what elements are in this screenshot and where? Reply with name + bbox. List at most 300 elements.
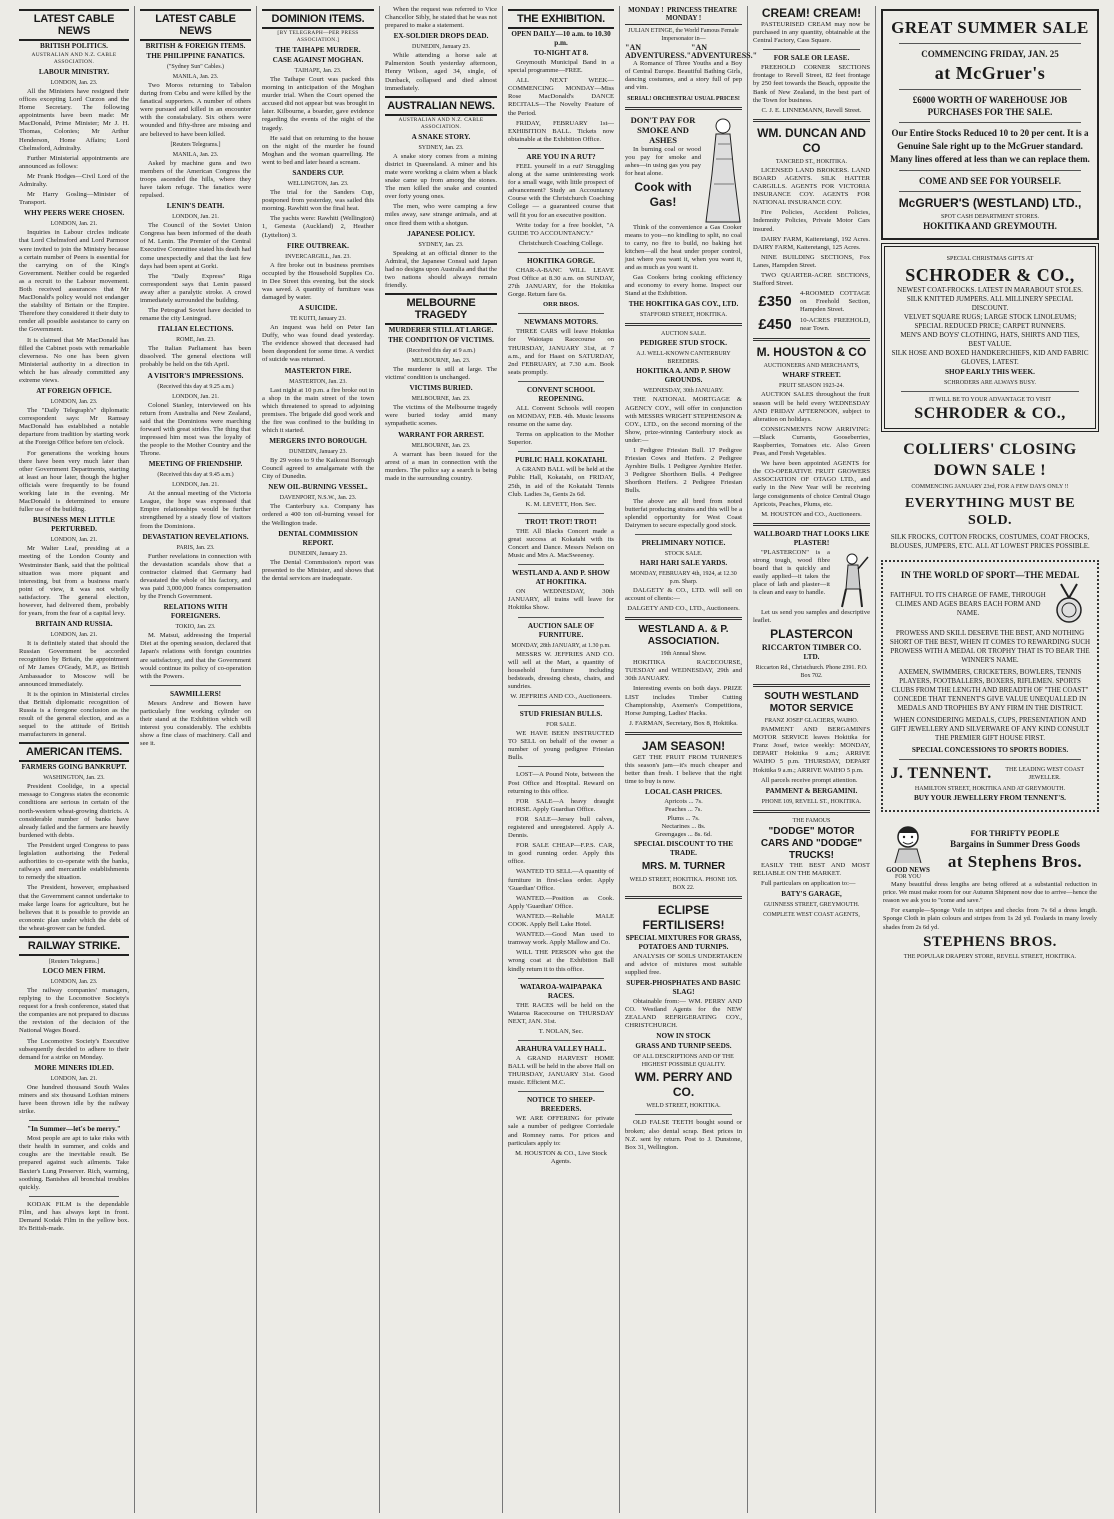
eclipse-title: ECLIPSE FERTILISERS! [642, 902, 725, 932]
advert-title: NEWMANS MOTORS. [524, 318, 598, 327]
article-body: The railway companies' managers, replying to the Locomotive Society's request for a fresh conference, stated that the companies are not prepared to discuss the revision of the decision of the National Wages Board. [19, 986, 129, 1035]
medal-icon [1047, 582, 1091, 626]
dodge-pre: THE FAMOUS [792, 817, 831, 824]
article-body: Mr Harry Gosling—Minister of Transport. [19, 191, 129, 207]
divider [518, 766, 604, 767]
source-credit: ("Sydney Sun" Cables.) [166, 64, 225, 70]
column-8 [876, 6, 1104, 1513]
article-title: A SNAKE STORY. [411, 132, 471, 141]
jam-price-item: Apricots ... 7s. [664, 798, 703, 806]
article-body: A warrant has been issued for the arrest of a man in connection with the murders. The police say a search is being made in the surrounding country. [385, 450, 497, 482]
dateline: MANILA, Jan. 23. [172, 74, 219, 80]
pedigree-show: HOKITIKA A. AND P. SHOW GROUNDS. [636, 367, 731, 385]
article-body: The men, who were camping a few miles away, saw strange animals, and at once fired them with a shotgun. [385, 203, 497, 227]
stephens-name: STEPHENS BROS. [923, 933, 1057, 950]
article-body: A snake story comes from a mining district in Queensland. A miner and his mate were working a claim when a black snake came up from among the stones. The men killed the snake and counted over forty young ones. [385, 152, 497, 201]
schroder-advert [881, 243, 1099, 432]
classified-ad: LOST—A Pound Note, between the Post Office and Hospital. Reward on returning to this office. [508, 771, 614, 795]
swms-signature: PAMMENT & BERGAMINI. [765, 786, 858, 795]
article-body: Further Ministerial appointments are announced as follows: [19, 154, 129, 170]
theatre-day-left: MONDAY ! [628, 6, 664, 14]
swms-body: PAMMENT AND BERGAMINI'S MOTOR SERVICE leaves Hokitika for Franz Josef, twice weekly: MONDAY, DEPART Hokitika 9 a.m.; ARRIVE WAIHO 5 p.m. THURSDAY, DEPART Hokitika 9 a.m.; ARRIVE WAIHO 5 p.m. [753, 726, 870, 774]
article-body: An inquest was held on Peter Ian Duffy, who was found dead yesterday. The evidence showed that deceased had been despondent for some time. A verdict of suicide was returned. [262, 324, 374, 364]
advert-body: THREE CARS will leave Hokitika for Waiotapu Racecourse on THURSDAY, JANUARY 31st, at 7 a.m., and for Haast on SATURDAY, 2nd FEBRUARY, at 7.30 a.m. Book seats promptly. [508, 328, 614, 376]
mcgruer-advert [881, 9, 1099, 240]
article-title: FIRE OUTBREAK. [287, 241, 349, 250]
schroder-list: VELVET SQUARE RUGS; LARGE STOCK LINOLEUMS; SPECIAL REDUCED PRICE; CARPET RUNNERS. [903, 313, 1077, 330]
divider [899, 89, 1081, 90]
article-body: It is claimed that Mr MacDonald has filled the Cabinet posts with remarkable cleverness. No one has been given Ministerial authority in a direction in which he has already committed any extreme views. [19, 336, 129, 384]
houston-body: We have been appointed AGENTS for the CO-OPERATIVE FRUIT GROWERS ASSOCIATION OF OTAGO LTD., and early in the New Year will be receiving large consignments of choice Central Otago Apricots, Peaches, Plums, etc. [753, 460, 870, 508]
article-body: Inquiries in Labour circles indicate that Lord Chelmsford and Lord Parmoor were invited to join the Ministry because a certain number of Peers is essential for the carrying on of the King's Government. Neither could be regarded as a recruit to the Labour movement. Both received assurances that Mr MacDonald's policy would not endanger the stability of Britain or the Empire. Therefore they considered it their duty to render all possible assistance to carry on the Government. [19, 229, 129, 334]
colliers-everything: EVERYTHING MUST BE SOLD. [904, 496, 1076, 528]
advert-body: THE RACES will be held on the Wataroa Racecourse on THURSDAY NEXT, JAN. 31st. [508, 1001, 614, 1025]
schroder-list: MEN'S AND BOYS' CLOTHING, HATS, SHIRTS AND TIES, BEST VALUE. [900, 331, 1080, 348]
article-title: THE PHILIPPINE FANATICS. [146, 52, 245, 60]
duncan-body: Fire Policies, Accident Policies, Indemnity Policies, Private Motor Cars insured. [753, 209, 870, 233]
stephens-footer: THE POPULAR DRAPERY STORE, REVELL STREET, HOKITIKA. [903, 953, 1077, 960]
divider [899, 170, 1081, 171]
gas-body: Think of the convenience a Gas Cooker means to you—no kindling to split, no coal to carry, no fire to build, no baking hot kitchen—all the heat under proper control, just where you want it, when you want it, and as much as you want it. [625, 223, 742, 272]
advert-title: PUBLIC HALL KOKATAHI. [515, 456, 607, 465]
gas-advert [625, 114, 742, 224]
mcgruer-body: Our Entire Stocks Reduced 10 to 20 per cent. It is a Genuine Sale right up to the McGruer standard. Many lines offered at less than we can replace them. [890, 128, 1090, 164]
advert-body: Terms on application to the Mother Superior. [508, 431, 614, 447]
schroder-name: SCHRODER & CO., [905, 265, 1075, 285]
duncan-address: TANCRED ST., HOKITIKA. [775, 158, 848, 165]
theatre-footer: SERIAL! ORCHESTRA! USUAL PRICES! [627, 95, 740, 102]
article-subtitle: MURDERER STILL AT LARGE. [388, 326, 494, 335]
dateline: DAVENPORT, N.S.W., Jan. 23. [279, 495, 357, 502]
schroder-list: NEWEST COAT-FROCKS. LATEST IN MARABOUT STOLES. SILK KNITTED JUMPERS. ALL MILLINERY SPECIAL DISCOUNT. [897, 286, 1083, 312]
article-title: MEETING OF FRIENDSHIP. [148, 460, 243, 469]
article-title: MORE MINERS IDLED. [34, 1063, 114, 1072]
stephens-body: For example—Sponge Voile in stripes and checks from 7s 6d a dress length. Sponge Cloth in plain colours and stripes from 1s 2d yd. Foulards in many lovely shades from 2s 6d yd. [883, 907, 1097, 931]
duncan-body: LICENSED LAND BROKERS. LAND BOARD AGENTS. SILK HATTER CARGILLS. AGENTS FOR VICTORIA INSURANCE COY. AGENTS FOR NATIONAL INSURANCE COY. [753, 166, 870, 207]
price-row [753, 316, 870, 334]
exhibition-tonight: TO-NIGHT AT 8. [533, 49, 589, 57]
article-title: EX-SOLDIER DROPS DEAD. [393, 32, 489, 41]
film-title: "AN ADVENTURESS." [691, 43, 758, 61]
advert-body: KODAK FILM is the dependable Film, and has always kept in front. Demand Kodak Film in the yellow box. It's British-made. [19, 1200, 129, 1233]
divider [518, 1091, 604, 1092]
turner-address: WELD STREET, HOKITIKA. PHONE 105. BOX 22. [629, 876, 738, 891]
colliers-advert [881, 435, 1099, 557]
dateline: LONDON, Jan. 21. [50, 537, 98, 544]
plasterer-illustration [830, 549, 870, 609]
sport-body: WHEN CONSIDERING MEDALS, CUPS, PRESENTATION AND GIFT JEWELLERY AND SILVERWARE OF ANY KIND CONSULT THE PREMIER GIFT HOUSE FIRST. [890, 716, 1090, 742]
jam-title: JAM SEASON! [641, 738, 726, 753]
dateline: LONDON, Jan. 21. [50, 632, 98, 639]
stephens-advert [881, 815, 1099, 966]
houston-sub: AUCTIONEERS AND MERCHANTS, [763, 363, 860, 370]
newsboy-icon [885, 819, 931, 863]
article-title: WHY PEERS WERE CHOSEN. [23, 209, 125, 218]
pedigree-sub: A.J. WELL-KNOWN CANTERBURY BREEDERS. [636, 351, 731, 366]
gas-advert-text [625, 114, 704, 224]
article-body: For generations the working hours there have been very much later than other Government Departments, starting at least an hour later, though the higher officials were frequently to be found working late in the evening. Mr MacDonald is determined to ensure fuller use of the building. [19, 449, 129, 514]
advert-title: ARAHURA VALLEY HALL. [515, 1044, 607, 1053]
colliers-list: SILK FROCKS, COTTON FROCKS, COSTUMES, COAT FROCKS, BLOUSES, JUMPERS, ETC. ALL AT LOWEST PRICES POSSIBLE. [890, 533, 1090, 550]
prelim-sub: STOCK SALE. [664, 550, 703, 557]
article-body: Last night at 10 p.m. a fire broke out in a shop in the main street of the town which threatened to spread to adjoining premises. The brigade did good work and the fire was confined to the building in which it started. [262, 386, 374, 434]
dateline: DUNEDIN, January 23. [289, 449, 347, 456]
price-desc: 4-ROOMED COTTAGE on Freehold Section, Hampden Street. [800, 290, 870, 314]
swms-phone: PHONE 109, REVELL ST., HOKITIKA. [761, 798, 862, 805]
dateline: SYDNEY, Jan. 23. [418, 144, 464, 151]
theatre-star: JULIAN ETINGE, the World Famous Female Impersonator in— [628, 28, 739, 42]
column-5 [503, 6, 620, 1513]
westland-sub: 19th Annual Show. [660, 651, 707, 658]
agency-credit: AUSTRALIAN AND N.Z. CABLE ASSOCIATION. [31, 52, 117, 65]
advert-body: A GRAND HARVEST HOME BALL will be held in the above Hall on THURSDAY, JANUARY 31st. Good music. Efficient M.C. [508, 1054, 614, 1087]
section-subheading: BRITISH & FOREIGN ITEMS. [145, 42, 246, 50]
article-body: The "Daily Telegraph's" diplomatic correspondent says: Mr Ramsay MacDonald has established a notable departure from tradition by starting work at the Foreign Office before ten o'clock. [19, 407, 129, 447]
colliers-title: COLLIERS' CLOSING DOWN SALE ! [903, 441, 1077, 479]
advert-signature: K. M. LEVETT, Hon. Sec. [525, 500, 597, 508]
article-body: The Council of the Soviet Union Congress has been informed of the death of M. Lenin. The Premier of the Central Executive Committee stated his death had come unexpectedly and that the last few days had been spent at Gorki. [140, 222, 251, 270]
article-body: Mr Frank Hodges—Civil Lord of the Admiralty. [19, 172, 129, 189]
advert-body: CHAR-A-BANC WILL LEAVE Post Office at 8.30 a.m. on SUNDAY, 27th JANUARY, for the Hokitika Gorge. Return fare 6s. [508, 266, 614, 299]
column-2 [135, 6, 257, 1513]
advert-title: SAWMILLERS! [169, 689, 222, 698]
article-body: The Locomotive Society's Executive subsequently decided to adhere to their demand for a strike on Monday. [19, 1037, 129, 1061]
swms-sub: FRANZ JOSEF GLACIERS, WAIHO. [764, 718, 859, 725]
duncan-body: NINE BUILDING SECTIONS, Fox Lanes, Hampden Street. [753, 253, 870, 269]
mcgruer-firm: McGRUER'S (WESTLAND) LTD., [898, 196, 1082, 210]
article-title: RELATIONS WITH FOREIGNERS. [163, 603, 228, 621]
agency-credit: [BY TELEGRAPH—PER PRESS ASSOCIATION.] [277, 30, 359, 43]
houston-body: CONSIGNMENTS NOW ARRIVING:—Black Currants, Gooseberries, Raspberries, Tomatoes etc. Also Green Peas, and Fresh Vegetables. [753, 425, 870, 458]
article-title: BUSINESS MEN LITTLE PERTURBED. [33, 516, 115, 534]
price-value: £350 [758, 293, 792, 311]
divider [899, 43, 1081, 44]
dateline: MASTERTON, Jan. 23. [289, 378, 347, 385]
price-row [753, 290, 870, 314]
tennent-advert [881, 560, 1099, 812]
price-desc: 10-ACRES FREEHOLD, near Town. [800, 317, 870, 333]
article-title: MASTERTON FIRE. [284, 366, 352, 375]
turner-name: MRS. M. TURNER [641, 860, 726, 872]
advert-title: NOTICE TO SHEEP-BREEDERS. [526, 1096, 596, 1114]
jam-price-item: Peaches ... 7s. [665, 806, 702, 814]
section-heading: AUSTRALIAN NEWS. [385, 96, 497, 116]
gas-body: Gas Cookers bring cooking efficiency and economy to every home. Inspect our Stand at the Exhibition. [625, 274, 742, 298]
cream-title: CREAM! CREAM! [761, 6, 862, 20]
classified-ad: FOR SALE CHEAP—F.P.S. CAR, in good running order. Apply this office. [508, 842, 614, 866]
westland-signature: J. FARMAN, Secretary, Box 8, Hokitika. [629, 719, 738, 727]
plaster-address: Riccarton Rd., Christchurch. Phone 2391. P.O. Box 702. [755, 665, 868, 680]
advert-title: TROT! TROT! TROT! [525, 517, 597, 526]
grass-seeds-desc: OF ALL DESCRIPTIONS AND OF THE HIGHEST POSSIBLE QUALITY. [633, 1054, 734, 1069]
dateline: LONDON, Jan. 23. [50, 80, 98, 86]
advert-body: MESSRS W. JEFFRIES AND CO. will sell at the Mart, a quantity of household furniture including bedsteads, dressing chests, chairs, and sundries. [508, 650, 614, 690]
obtainable-from: Obtainable from:— WM. PERRY AND CO. Westland Agents for the NEW ZEALAND REFRIGERATING COY., CHRISTCHURCH. [625, 998, 742, 1030]
advert-title: HOKITIKA GORGE. [527, 256, 595, 265]
jam-body: GET THE FRUIT FROM TURNER'S this season's jam—it's much cheaper and better than fresh. I believe that the right time to buy is now. [625, 753, 742, 786]
article-title: NEW OIL-BURNING VESSEL. [268, 483, 368, 492]
article-title: LENIN'S DEATH. [166, 202, 225, 211]
theatre-film-titles [625, 43, 758, 61]
divider [518, 617, 604, 618]
advert-title: CONVENT SCHOOL REOPENING. [526, 385, 596, 403]
divider [635, 1114, 732, 1115]
dateline: MANILA, Jan. 23. [172, 151, 219, 158]
swms-title: SOUTH WESTLAND MOTOR SERVICE [764, 691, 859, 715]
advert-body: FRIDAY, FEBRUARY 1st—EXHIBITION BALL. Tickets now obtainable at the Exhibition Office. [508, 119, 614, 143]
divider [899, 759, 1081, 760]
jam-price-item: Plums ... 7s. [667, 814, 700, 822]
article-body: One hundred thousand South Wales miners and six thousand Lothian miners have been thrown idle by the railway strike. [19, 1083, 129, 1116]
article-body: The victims of the Melbourne tragedy were buried today amid many sympathetic scenes. [385, 404, 497, 428]
tennent-tagline: THE LEADING WEST COAST JEWELLER. [1005, 767, 1084, 781]
divider [518, 513, 604, 514]
gas-lady-illustration [704, 114, 742, 224]
good-news-label: GOOD NEWS [886, 866, 930, 875]
good-for-label: FOR YOU [895, 874, 921, 881]
article-body: M. Matsui, addressing the Imperial Diet at the opening session, declared that Japan's relations with foreign countries are satisfactory, and that the Government would continue its policy of co-operation with the Powers. [140, 632, 251, 680]
divider [518, 978, 604, 979]
pedigree-list: 1 Pedigree Friesian Bull. 17 Pedigree Friesian Cows and Heifers. 2 Pedigree Ayrshire Bulls. 1 Pedigree Ayrshire Heifer. 3 Pedigree Shorthorn Bulls. 4 Pedigree Shorthorn Heifers. 2 Pedigree Friesian Bulls. [625, 446, 742, 495]
super-title: SUPER-PHOSPHATES AND BASIC SLAG! [626, 979, 741, 997]
prelim-signature: DALGETY AND CO., LTD., Auctioneers. [627, 605, 740, 613]
stephens-heading [933, 828, 1097, 873]
theatre-day-right: MONDAY ! [665, 14, 702, 22]
dateline: TOKIO, Jan. 23. [175, 624, 216, 631]
divider [625, 107, 742, 110]
houston-season: FRUIT SEASON 1923-24. [778, 383, 845, 390]
received-note: (Received this day at 9.25 a.m.) [157, 383, 234, 390]
divider [518, 381, 604, 382]
article-body: When the request was referred to Vice Chancellor Sibly, he stated that he was not prepared to make a statement. [385, 6, 498, 30]
schroder-list: SILK HOSE AND BOXED HANDKERCHIEFS, KID AND FABRIC GLOVES, LATEST. [891, 349, 1089, 366]
article-body: The President, however, emphasised that the Government cannot undertake to make large loans for agriculture, but he believes that it is possible to provide an economic plan under which the debt of the wheat-grower can be funded. [19, 884, 129, 932]
jam-special: SPECIAL DISCOUNT TO THE TRADE. [633, 839, 734, 857]
section-heading: LATEST CABLE NEWS [140, 9, 251, 41]
dodge-garage: BATY'S GARAGE, [781, 889, 842, 898]
advert-signature: Christchurch Coaching College. [518, 239, 604, 247]
divider [763, 49, 860, 50]
divider [635, 534, 732, 535]
article-title: VICTIMS BURIED. [409, 384, 473, 393]
plaster-company: RICCARTON TIMBER CO. [761, 643, 862, 653]
mcgruer-at: at McGruer's [934, 63, 1046, 83]
dateline: LONDON, Jan. 21. [50, 1075, 98, 1082]
schroder-visit: IT WILL BE TO YOUR ADVANTAGE TO VISIT [928, 397, 1052, 403]
article-body: The Canterbury s.s. Company has ordered a 400 ton oil-burning vessel for the Wellington trade. [262, 503, 374, 527]
classified-ad: FOR SALE—A heavy draught HORSE. Apply Guardian Office. [508, 797, 614, 813]
article-body: The Italian Parliament has been dissolved. The general elections will probably be held on the 6th April. [140, 345, 251, 369]
sport-body: AXEMEN, SWIMMERS, CRICKETERS, BOWLERS, TENNIS PLAYERS, FOOTBALLERS, BOXERS, RIFLEMEN. SPORTS CLUBS FROM THE LENGTH AND BREADTH OF "THE COAST" CONCEDE THAT TENNENT'S GIVE VALUE UNEQUALLED IN MEDALS AND TROPHIES BY ANY FIRM IN THE DISTRICT. [891, 668, 1089, 712]
schroder-name-2: SCHRODER & CO., [914, 405, 1066, 422]
advert-body: ALL NEXT WEEK—COMMENCING MONDAY—Miss Rose MacDonald's DANCE RECITALS—The Novelty Feature of the Period. [508, 77, 614, 117]
dateline: LONDON, Jan. 21. [50, 221, 98, 228]
duncan-title: WM. DUNCAN AND CO [757, 125, 866, 155]
article-body: The Petrograd Soviet have decided to rename the city Leningrad. [140, 307, 251, 323]
swms-body: All parcels receive prompt attention. [761, 776, 858, 784]
advert-title: STUD FRIESIAN BULLS. [519, 710, 603, 719]
theatre-body: A Romance of Three Youths and a Boy of Central Europe. Beautiful Bathing Girls, dancing costumes, and a story full of pep and vim. [625, 60, 742, 92]
duncan-body: TWO QUARTER-ACRE SECTIONS, Stafford Street. [753, 271, 870, 288]
dateline: TE KUITI, January 23. [290, 316, 346, 323]
advert-title: ARE YOU IN A RUT? [526, 152, 596, 161]
article-body: He said that on returning to the house on the night of the murder he found Moghan and the woman quarrelling. He went to bed and later heard a scream. [262, 134, 374, 166]
plaster-advert [753, 549, 870, 609]
dateline: DUNEDIN, January 23. [412, 44, 470, 51]
advert-body: ALL Convent Schools will reopen on MONDAY, FEB. 4th. Music lessons resume on the same day. [508, 404, 614, 429]
classified-ad: WILL THE PERSON who got the wrong coat at the Exhibition Ball kindly return it to this office. [508, 949, 614, 973]
advert-subtitle: FOR SALE. [546, 722, 576, 729]
sale-title: FOR SALE OR LEASE. [773, 54, 850, 63]
article-title: LABOUR MINISTRY. [38, 68, 110, 76]
dateline: INVERCARGILL, Jan. 23. [285, 253, 351, 260]
plaster-name: PLASTERCON [770, 627, 853, 642]
pedigree-title: PEDIGREE STUD STOCK. [639, 339, 728, 348]
article-body: Asked by machine guns and two members of the American Congress the troops ascended the hills, where they have taken refuge. The fanatics were repulsed. [140, 159, 251, 200]
advert-body: Write today for a free booklet, "A GUIDE TO ACCOUNTANCY." [508, 221, 614, 237]
article-body: The murderer is still at large. The victims' condition is unchanged. [385, 366, 497, 382]
section-heading: RAILWAY STRIKE. [19, 936, 129, 956]
received-note: (Received this day at 9 a.m.) [406, 348, 476, 355]
tennent-name-row [889, 764, 1091, 783]
section-heading: MELBOURNE TRAGEDY [385, 293, 497, 325]
auction-date: MONDAY, 28th JANUARY, at 1.30 p.m. [511, 642, 611, 649]
sport-verse-row [889, 582, 1091, 626]
article-body: The President urged Congress to pass legislation authorising the Federal authorities to co-operate with the banks, railways and mercantile establishments to remedy the situation. [19, 841, 129, 882]
dateline: MELBOURNE, Jan. 23. [411, 358, 471, 365]
divider [625, 896, 742, 899]
received-note: (Received this day at 9.45 a.m.) [157, 472, 234, 479]
dodge-address: GUINNESS STREET, GREYMOUTH. [763, 901, 860, 908]
divider [518, 705, 604, 706]
grass-seeds: GRASS AND TURNIP SEEDS. [635, 1042, 732, 1051]
stephens-at: at Stephens Bros. [947, 851, 1083, 871]
dateline: SYDNEY, Jan. 23. [418, 241, 464, 248]
dateline: ROME, Jan. 23. [176, 337, 215, 344]
film-title: "AN ADVENTURESS." [625, 43, 692, 61]
tennent-address: HAMILTON STREET, HOKITIKA AND AT GREYMOUTH. [914, 786, 1066, 792]
schroder-pre: SPECIAL CHRISTMAS GIFTS AT [946, 256, 1034, 262]
jam-price-item: Nectarines ... 8s. [661, 822, 706, 830]
sale-body: FREEHOLD CORNER SECTIONS frontage to Revell Street, 82 feet frontage by 250 feet towards the Beach, opposite the Bank of New Zealand, in the best part of the Town for business. [753, 64, 870, 104]
article-title: FARMERS GOING BANKRUPT. [21, 763, 127, 772]
divider [753, 338, 870, 341]
column-7 [748, 6, 876, 1513]
divider [150, 685, 241, 686]
divider [29, 1120, 119, 1121]
column-6 [620, 6, 758, 1513]
article-title: A SUICIDE. [298, 304, 338, 313]
mcgruer-towns: HOKITIKA AND GREYMOUTH. [923, 221, 1057, 231]
article-body: The "Daily Express" Riga correspondent says that Lenin passed away after a paralytic stroke. A crowd immediately surrounded the building. [140, 272, 251, 304]
prelim-body: DALGETY & CO., LTD. will sell on account of clients:— [625, 586, 742, 602]
westland-title: WESTLAND A. & P. ASSOCIATION. [638, 624, 729, 648]
pedigree-date: WEDNESDAY, 30th JANUARY. [643, 388, 724, 395]
dateline: WASHINGTON, Jan. 23. [43, 775, 105, 782]
article-title: SANDERS CUP. [292, 169, 344, 178]
dodge-footer: COMPLETE WEST COAST AGENTS, [763, 911, 860, 918]
sport-verse: FAITHFUL TO ITS CHARGE OF FAME, THROUGH CLIMES AND AGES BEARS EACH FORM AND NAME. [890, 590, 1046, 617]
tennent-name: J. TENNENT. [890, 765, 992, 782]
mcgruer-title: GREAT SUMMER SALE [891, 18, 1089, 37]
dateline: DUNEDIN, January 23. [289, 550, 347, 557]
dateline: WELLINGTON, Jan. 23. [287, 181, 349, 188]
section-heading: THE EXHIBITION. [508, 9, 614, 29]
advert-signature: T. NOLAN, Sec. [538, 1027, 584, 1035]
theatre-name: PRINCESS THEATRE [667, 6, 738, 14]
schroder-always: SCHRODERS ARE ALWAYS BUSY. [944, 380, 1036, 386]
gas-pre: DON'T PAY FOR SMOKE AND ASHES [630, 114, 696, 145]
dateline: LONDON, Jan. 21. [172, 393, 219, 400]
article-title: LOCO MEN FIRM. [42, 966, 106, 975]
dateline: LONDON, Jan. 23. [50, 399, 98, 406]
divider [753, 523, 870, 526]
section-heading: AMERICAN ITEMS. [19, 742, 129, 762]
divider [899, 122, 1081, 123]
westland-body: Interesting events on both days. PRIZE LIST includes Timber Cutting Championship, Axemen's Competitions, Horse Jumping, Ladies' Hacks. [625, 685, 742, 717]
classified-ad: OLD FALSE TEETH bought sound or broken; also dental scrap. Best prices in N.Z. sent by return. Post to J. Dunstone, Box 31, Wellington. [625, 1119, 742, 1151]
dodge-title: "DODGE" MOTOR CARS AND "DODGE" TRUCKS! [760, 825, 863, 861]
advert-body: ON WEDNESDAY, 30th JANUARY, all trains will leave for Hokitika Show. [508, 588, 614, 612]
dateline: LONDON, Jan. 21. [172, 214, 219, 221]
divider [901, 391, 1079, 392]
dateline: PARIS, Jan. 23. [176, 544, 215, 551]
sport-special: SPECIAL CONCESSIONS TO SPORTS BODIES. [911, 746, 1069, 754]
stephens-header [883, 819, 1097, 881]
article-title: BRITAIN AND RUSSIA. [35, 620, 113, 629]
dateline: MELBOURNE, Jan. 23. [411, 396, 471, 403]
stephens-line: Bargains in Summer Dress Goods [950, 838, 1080, 849]
advert-signature: ORR BROS. [543, 301, 579, 309]
gas-address: STAFFORD STREET, HOKITIKA. [639, 312, 728, 319]
divider [518, 148, 604, 149]
plaster-title: WALLBOARD THAT LOOKS LIKE PLASTER! [753, 529, 870, 547]
perry-address: WELD STREET, HOKITIKA. [646, 1103, 721, 1110]
dodge-body: EASILY THE BEST AND MOST RELIABLE ON THE MARKET. [753, 861, 870, 877]
plaster-company-suffix: LTD. [803, 653, 820, 662]
exhibition-hours: OPEN DAILY—10 a.m. to 10.30 p.m. [511, 30, 611, 47]
classified-ad: WANTED.—Good Man used to tramway work. Apply Mallow and Co. [508, 931, 614, 947]
sport-body: PROWESS AND SKILL DESERVE THE BEST, AND NOTHING SHORT OF THE BEST, WHEN IT COMES TO REWARDING SUCH PROWESS WITH A MEDAL OR TROPHY THAT IS TO BEAR THE WINNER'S NAME. [889, 629, 1091, 664]
article-title: ITALIAN ELECTIONS. [157, 325, 234, 334]
jam-list-title: LOCAL CASH PRICES. [645, 788, 722, 797]
divider [753, 684, 870, 687]
article-body: At the annual meeting of the Victoria League, the hope was expressed that Empire relationships would be further strengthened by a steady flow of visitors from the Dominions. [140, 490, 251, 530]
plaster-body: Let us send you samples and descriptive leaflet. [753, 608, 870, 624]
dateline: LONDON, Jan. 21. [172, 482, 219, 489]
gas-company: THE HOKITIKA GAS COY., LTD. [628, 300, 739, 309]
stephens-pre: FOR THRIFTY PEOPLE [970, 828, 1060, 838]
advert-body: Greymouth Municipal Band in a special programme—FREE. [508, 59, 614, 75]
divider [518, 451, 604, 452]
article-body: Colonel Stanley, interviewed on his return from Australia and New Zealand, said that the Dominions were marching forward with great strides. The thing that impressed him most was the loyalty of the people to the Mother Country and the Throne. [140, 401, 251, 458]
advert-body: FEEL yourself in a rut? Struggling along at the same uninteresting work for a small wage, with little prospect of advancement? Study an Accountancy Course with the Christchurch Coaching College — a guaranteed course that will fit you for an executive position. [508, 162, 614, 219]
column-3 [257, 6, 380, 1513]
article-title: DENTAL COMMISSION REPORT. [278, 529, 358, 547]
article-body: President Coolidge, in a special message to Congress states the economic conditions are serious in certain of the north-western wheat-growing districts. A considerable number of banks have already failed and the farmers are heavily burdened with debts. [19, 783, 129, 839]
article-body: A fire broke out in business premises occupied by the Household Supplies Co. in Dee Street this evening, but the stock was saved. A quantity of furniture was damaged by water. [262, 261, 374, 301]
article-title: AT FOREIGN OFFICE. [36, 387, 112, 396]
houston-title: M. HOUSTON & CO [756, 345, 867, 360]
article-subtitle: THE CONDITION OF VICTIMS. [388, 336, 494, 345]
prelim-place: HARI HARI SALE YARDS. [639, 558, 728, 567]
pedigree-body: THE NATIONAL MORTGAGE & AGENCY COY., will offer in conjunction with MESSRS WRIGHT STEPHENSON & COY., LTD., on the second morning of the Show, prize-winning Canterbury stock as under:— [625, 396, 742, 444]
colliers-commencing: COMMENCING JANUARY 23rd, FOR A FEW DAYS ONLY !! [911, 484, 1069, 490]
divider [899, 191, 1081, 192]
article-title: MERGERS INTO BOROUGH. [269, 437, 367, 446]
stephens-body: Many beautiful dress lengths are being offered at a substantial reduction in price. We must make room for our Autumn Shipment now due to arrive—hence the reason we ask you to "come and save." [883, 881, 1097, 905]
advert-body: Most people are apt to take risks with their health in summer, and colds and coughs are the inevitable result. Be prepared against such ailments. Take Baxter's Lung Preserver. Rich, warming, soothing. Banishes all bronchial troubles quickly. [19, 1135, 129, 1191]
